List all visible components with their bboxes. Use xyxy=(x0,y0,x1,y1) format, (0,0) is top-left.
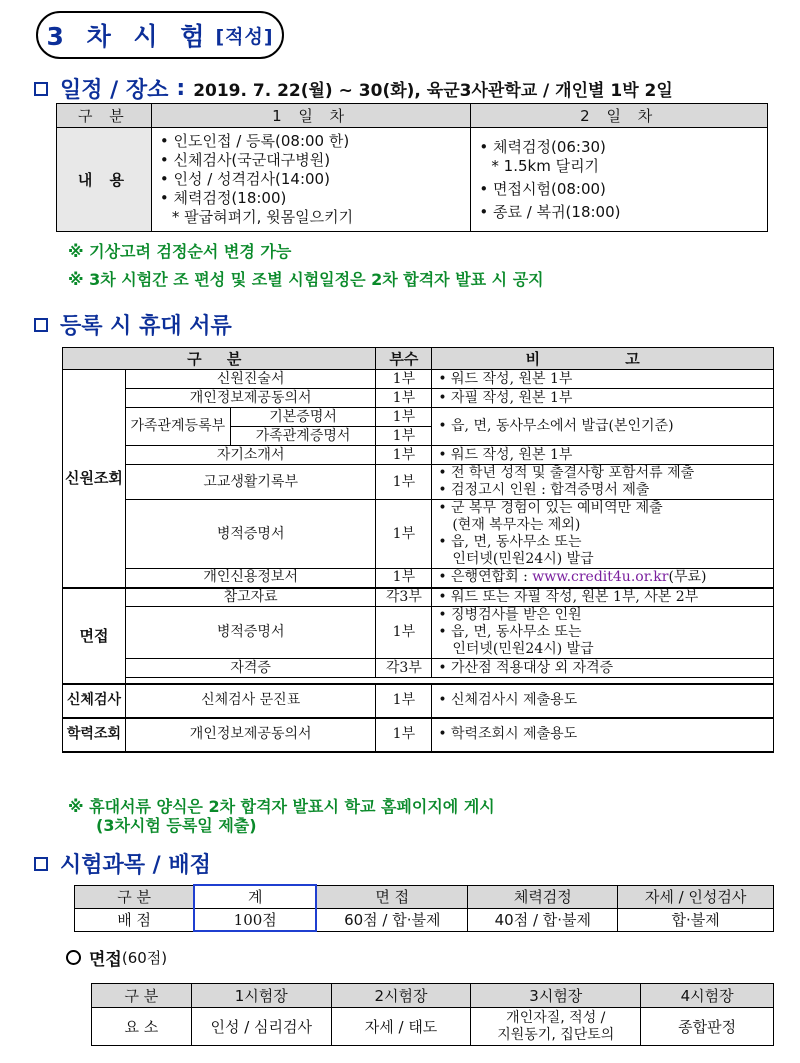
table-row xyxy=(63,446,774,465)
doc-name: 신원진술서 xyxy=(125,370,376,389)
doc-name: 개인정보제공동의서 xyxy=(125,389,376,408)
docs-header-category: 구 분 xyxy=(63,348,376,370)
doc-qty: 각3부 xyxy=(376,588,432,607)
doc-qty: 1부 xyxy=(376,500,432,569)
interview-header: 1시험장 xyxy=(191,984,331,1008)
doc-name: 참고자료 xyxy=(125,588,376,607)
group-academic: 학력조회 xyxy=(63,718,126,752)
group-physical: 신체검사 xyxy=(63,684,126,718)
doc-note-prefix: • 은행연합회 : xyxy=(438,569,533,586)
interview-title: 면접 xyxy=(89,950,122,970)
sched-header-day1: 1 일 차 xyxy=(151,104,471,128)
table-row xyxy=(63,370,774,389)
doc-note-line: • 군 복무 경험이 있는 예비역만 제출 xyxy=(438,500,663,516)
list-item xyxy=(479,138,759,176)
doc-name: 자기소개서 xyxy=(125,446,376,465)
doc-qty: 1부 xyxy=(376,607,432,659)
page-title xyxy=(36,11,284,59)
list-item-sub: * 팔굽혀펴기, 윗몸일으키기 xyxy=(171,208,354,226)
doc-note: • 워드 작성, 원본 1부 xyxy=(432,446,774,465)
doc-note-line: • 검정고시 인원 : 합격증명서 제출 xyxy=(438,482,650,498)
title-main: 3 차 시 험 xyxy=(46,22,212,51)
documents-heading xyxy=(34,309,232,340)
documents-title: 등록 시 휴대 서류 xyxy=(60,314,232,339)
schedule-note-1: ※ 기상고려 검정순서 변경 가능 xyxy=(68,242,292,261)
schedule-heading xyxy=(34,73,673,104)
doc-family-label: 가족관계등록부 xyxy=(125,408,230,446)
table-row xyxy=(63,389,774,408)
sched-day2-cell xyxy=(471,128,768,232)
doc-note-line: 인터넷(민원24시) 발급 xyxy=(452,551,594,567)
circle-bullet-icon xyxy=(66,950,81,965)
schedule-note-2: ※ 3차 시험간 조 편성 및 조별 시험일정은 2차 합격자 발표 시 공지 xyxy=(68,270,544,289)
table-row xyxy=(63,408,774,427)
documents-table xyxy=(62,347,774,753)
doc-note-line: • 전 학년 성적 및 출결사항 포함서류 제출 xyxy=(438,465,695,481)
subj-header: 면 접 xyxy=(316,885,468,908)
doc-note xyxy=(432,465,774,500)
schedule-table xyxy=(56,103,768,232)
table-row xyxy=(63,659,774,678)
interview-table xyxy=(91,983,774,1046)
doc-name: 개인정보제공동의서 xyxy=(125,718,376,752)
doc-qty: 1부 xyxy=(376,718,432,752)
checkbox-square-icon xyxy=(34,82,48,96)
doc-note-line: • 읍, 면, 동사무소 또는 xyxy=(438,624,582,640)
list-item-text: • 체력검정(18:00) xyxy=(159,189,287,207)
table-row xyxy=(63,684,774,718)
table-row xyxy=(63,718,774,752)
list-item: • 종료 / 복귀(18:00) xyxy=(479,202,621,221)
interview-cell: 인성 / 심리검사 xyxy=(191,1008,331,1046)
table-row xyxy=(63,569,774,588)
doc-name: 병적증명서 xyxy=(125,607,376,659)
interview-header: 4시험장 xyxy=(641,984,774,1008)
doc-note-line: • 읍, 면, 동사무소 또는 xyxy=(438,534,582,550)
subj-value: 40점 / 합·불제 xyxy=(468,908,618,931)
doc-name: 개인신용정보서 xyxy=(125,569,376,588)
schedule-value: 2019. 7. 22(월) ~ 30(화), 육군3사관학교 / 개인별 1박 2일 xyxy=(193,81,673,101)
doc-note: • 학력조회시 제출용도 xyxy=(432,718,774,752)
doc-note: • 워드 작성, 원본 1부 xyxy=(432,370,774,389)
doc-note xyxy=(432,500,774,569)
doc-qty: 1부 xyxy=(376,569,432,588)
subj-header: 구 분 xyxy=(75,885,195,908)
doc-qty: 1부 xyxy=(376,446,432,465)
sched-row-label: 내 용 xyxy=(57,128,152,232)
interview-heading xyxy=(66,945,167,970)
list-item: • 인도인접 / 등록(08:00 한) xyxy=(159,132,350,150)
subj-header-total: 계 xyxy=(194,885,316,908)
table-row xyxy=(63,588,774,607)
table-row xyxy=(63,465,774,500)
doc-note: • 워드 또는 자필 작성, 원본 1부, 사본 2부 xyxy=(432,588,774,607)
doc-note: • 신체검사시 제출용도 xyxy=(432,684,774,718)
doc-note xyxy=(432,607,774,659)
doc-qty: 1부 xyxy=(376,408,432,427)
doc-qty: 각3부 xyxy=(376,659,432,678)
interview-cell-line: 개인자질, 적성 / xyxy=(506,1009,606,1026)
subj-row-label: 배 점 xyxy=(75,908,195,931)
doc-note: • 가산점 적용대상 외 자격증 xyxy=(432,659,774,678)
table-row xyxy=(63,607,774,659)
doc-name: 기본증명서 xyxy=(230,408,376,427)
group-interview: 면접 xyxy=(63,588,126,684)
subjects-title: 시험과목 / 배점 xyxy=(60,853,211,878)
doc-qty: 1부 xyxy=(376,370,432,389)
doc-note-line: • 징병검사를 받은 인원 xyxy=(438,607,582,623)
interview-cell xyxy=(471,1008,641,1046)
docs-header-remarks: 비 고 xyxy=(432,348,774,370)
documents-note-1: ※ 휴대서류 양식은 2차 합격자 발표시 학교 홈페이지에 게시 xyxy=(68,797,495,816)
list-item xyxy=(160,189,463,227)
doc-qty: 1부 xyxy=(376,465,432,500)
doc-qty: 1부 xyxy=(376,427,432,446)
group-identity: 신원조회 xyxy=(63,370,126,588)
doc-note: • 자필 작성, 원본 1부 xyxy=(432,389,774,408)
subj-total-value: 100점 xyxy=(194,908,316,931)
sched-header-day2: 2 일 차 xyxy=(471,104,768,128)
checkbox-square-icon xyxy=(34,857,48,871)
title-sub: [적성] xyxy=(215,25,274,48)
doc-note-suffix: (무료) xyxy=(668,569,707,586)
interview-cell: 종합판정 xyxy=(641,1008,774,1046)
table-row xyxy=(63,500,774,569)
doc-name: 자격증 xyxy=(125,659,376,678)
interview-cell-line: 지원동기, 집단토의 xyxy=(497,1026,615,1043)
subj-value: 60점 / 합·불제 xyxy=(316,908,468,931)
schedule-colon: : xyxy=(176,76,186,101)
subj-value: 합·불제 xyxy=(618,908,774,931)
subj-header: 체력검정 xyxy=(468,885,618,908)
docs-header-qty: 부수 xyxy=(376,348,432,370)
sched-header-category: 구 분 xyxy=(57,104,152,128)
interview-row-label: 요 소 xyxy=(92,1008,192,1046)
doc-note-line: (현재 복무자는 제외) xyxy=(452,517,581,533)
doc-qty: 1부 xyxy=(376,684,432,718)
doc-name: 신체검사 문진표 xyxy=(125,684,376,718)
interview-header: 3시험장 xyxy=(471,984,641,1008)
interview-points: (60점) xyxy=(121,949,168,967)
list-item-text: • 체력검정(06:30) xyxy=(479,137,606,156)
doc-name: 가족관계증명서 xyxy=(230,427,376,446)
list-item: • 면접시험(08:00) xyxy=(479,179,606,198)
doc-note xyxy=(432,569,774,588)
doc-note-line: 인터넷(민원24시) 발급 xyxy=(452,641,594,657)
list-item-sub: * 1.5km 달리기 xyxy=(491,156,600,175)
subj-header: 자세 / 인성검사 xyxy=(618,885,774,908)
documents-note-2: (3차시험 등록일 제출) xyxy=(96,816,257,835)
interview-header: 2시험장 xyxy=(331,984,471,1008)
list-item: • 인성 / 성격검사(14:00) xyxy=(159,170,330,188)
schedule-title: 일정 / 장소 xyxy=(60,78,169,103)
doc-note: • 읍, 면, 동사무소에서 발급(본인기준) xyxy=(432,408,774,446)
checkbox-square-icon xyxy=(34,318,48,332)
subjects-table xyxy=(74,884,774,932)
interview-header: 구 분 xyxy=(92,984,192,1008)
sched-day1-cell xyxy=(151,128,471,232)
list-item: • 신체검사(국군대구병원) xyxy=(159,151,331,169)
interview-cell: 자세 / 태도 xyxy=(331,1008,471,1046)
subjects-heading xyxy=(34,848,211,879)
doc-name: 병적증명서 xyxy=(125,500,376,569)
doc-name: 고교생활기록부 xyxy=(125,465,376,500)
credit4u-link[interactable]: www.credit4u.or.kr xyxy=(532,569,669,586)
doc-qty: 1부 xyxy=(376,389,432,408)
